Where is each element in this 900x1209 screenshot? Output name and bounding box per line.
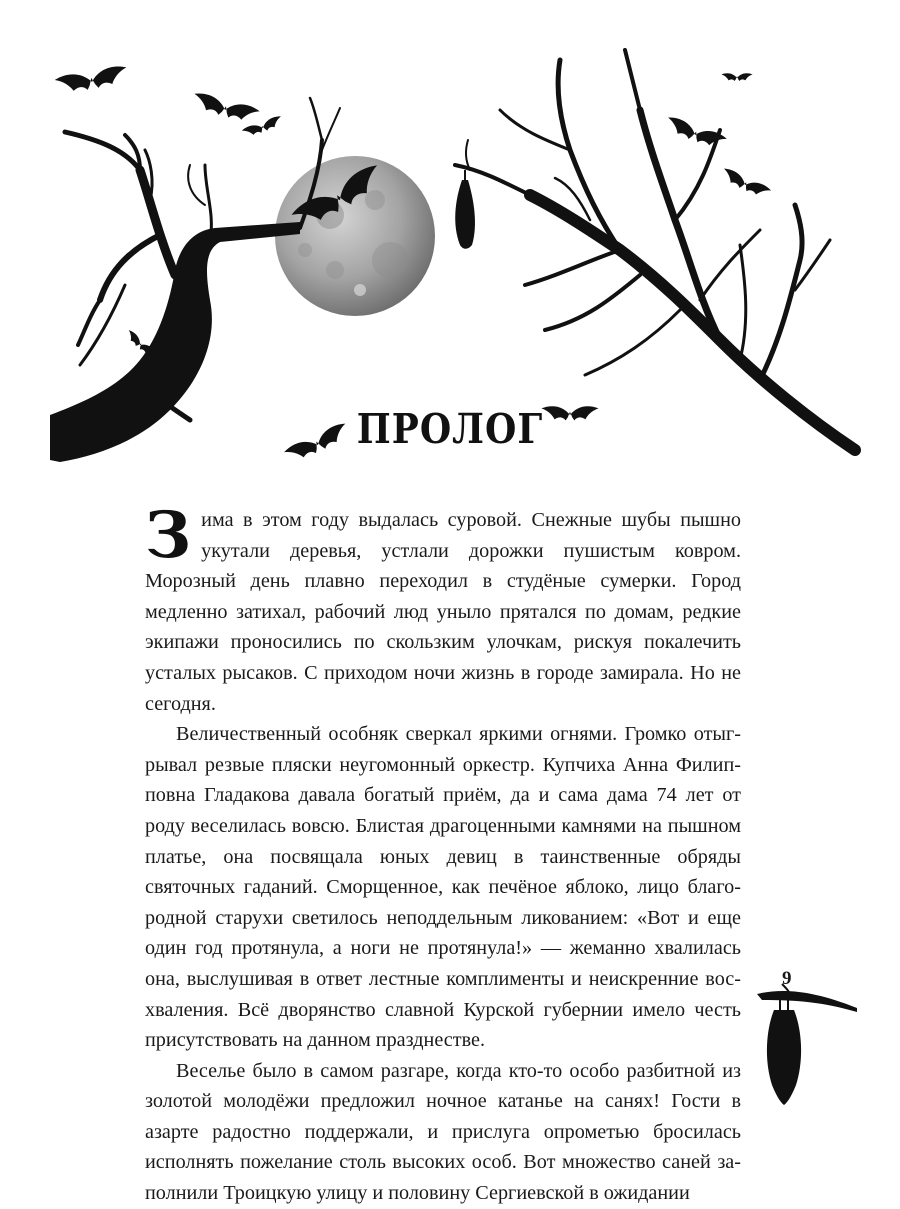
paragraph-text: има в этом году выдалась суровой. Снежные шубы пышно укутали деревья, устлали дорожки пушистым ковром. Морозный день плавно переходил в студёные сумерки. Город медленно затихал, рабочий люд уныло прятался по домам, редкие экипажи проносились по скользким улочкам, рискуя покалечить усталых рысаков. С приходом ночи жизнь в городе замирала. Но не сегодня. <box>145 509 741 715</box>
header-illustration <box>0 0 900 470</box>
bat-icon <box>191 91 261 125</box>
paragraph <box>145 498 741 719</box>
bat-icon <box>719 167 772 201</box>
drop-cap: З <box>145 498 192 573</box>
hanging-bat-icon <box>455 170 475 249</box>
branch-bat-icon <box>752 980 862 1110</box>
paragraph: Величественный особняк сверкал яркими огнями. Громко отыгрывал резвые пляски неугомонный оркестр. Купчиха Анна Филипповна Гладакова давала богатый приём, да и сама дама 74 лет от роду веселилась вовсю. Блистая драгоценными камнями на пышном платье, она посвящала юных девиц в таинственные обряды святочных гаданий. Сморщенное, как печёное яблоко, лицо благородной старухи светилось неподдельным ликованием: «Вот и еще один год протянула, а ноги не протянула!» — жеманно хвалилась она, выслушивая в ответ лестные комплименты и неискренние восхваления. Всё дворянство славной Курской губернии имело честь присутствовать на данном празднестве. <box>145 723 741 1052</box>
page-number: 9 <box>782 968 792 989</box>
body-text <box>145 498 741 1209</box>
bat-icon <box>54 65 129 96</box>
bat-icon <box>721 73 752 81</box>
bat-icon <box>241 115 284 139</box>
right-tree <box>455 50 855 450</box>
bat-icon <box>664 115 728 151</box>
chapter-title: ПРОЛОГ <box>356 404 544 454</box>
paragraph: Веселье было в самом разгаре, когда кто-то особо разбитной из золотой молодёжи предложил ночное катанье на санях! Гости в азарте радостно поддержали, и прислуга опрометью бросилась исполнять пожелание столь высоких особ. Вот множество саней заполнили Троицкую улицу и половину Сергиевской в ожидании <box>145 1059 741 1205</box>
